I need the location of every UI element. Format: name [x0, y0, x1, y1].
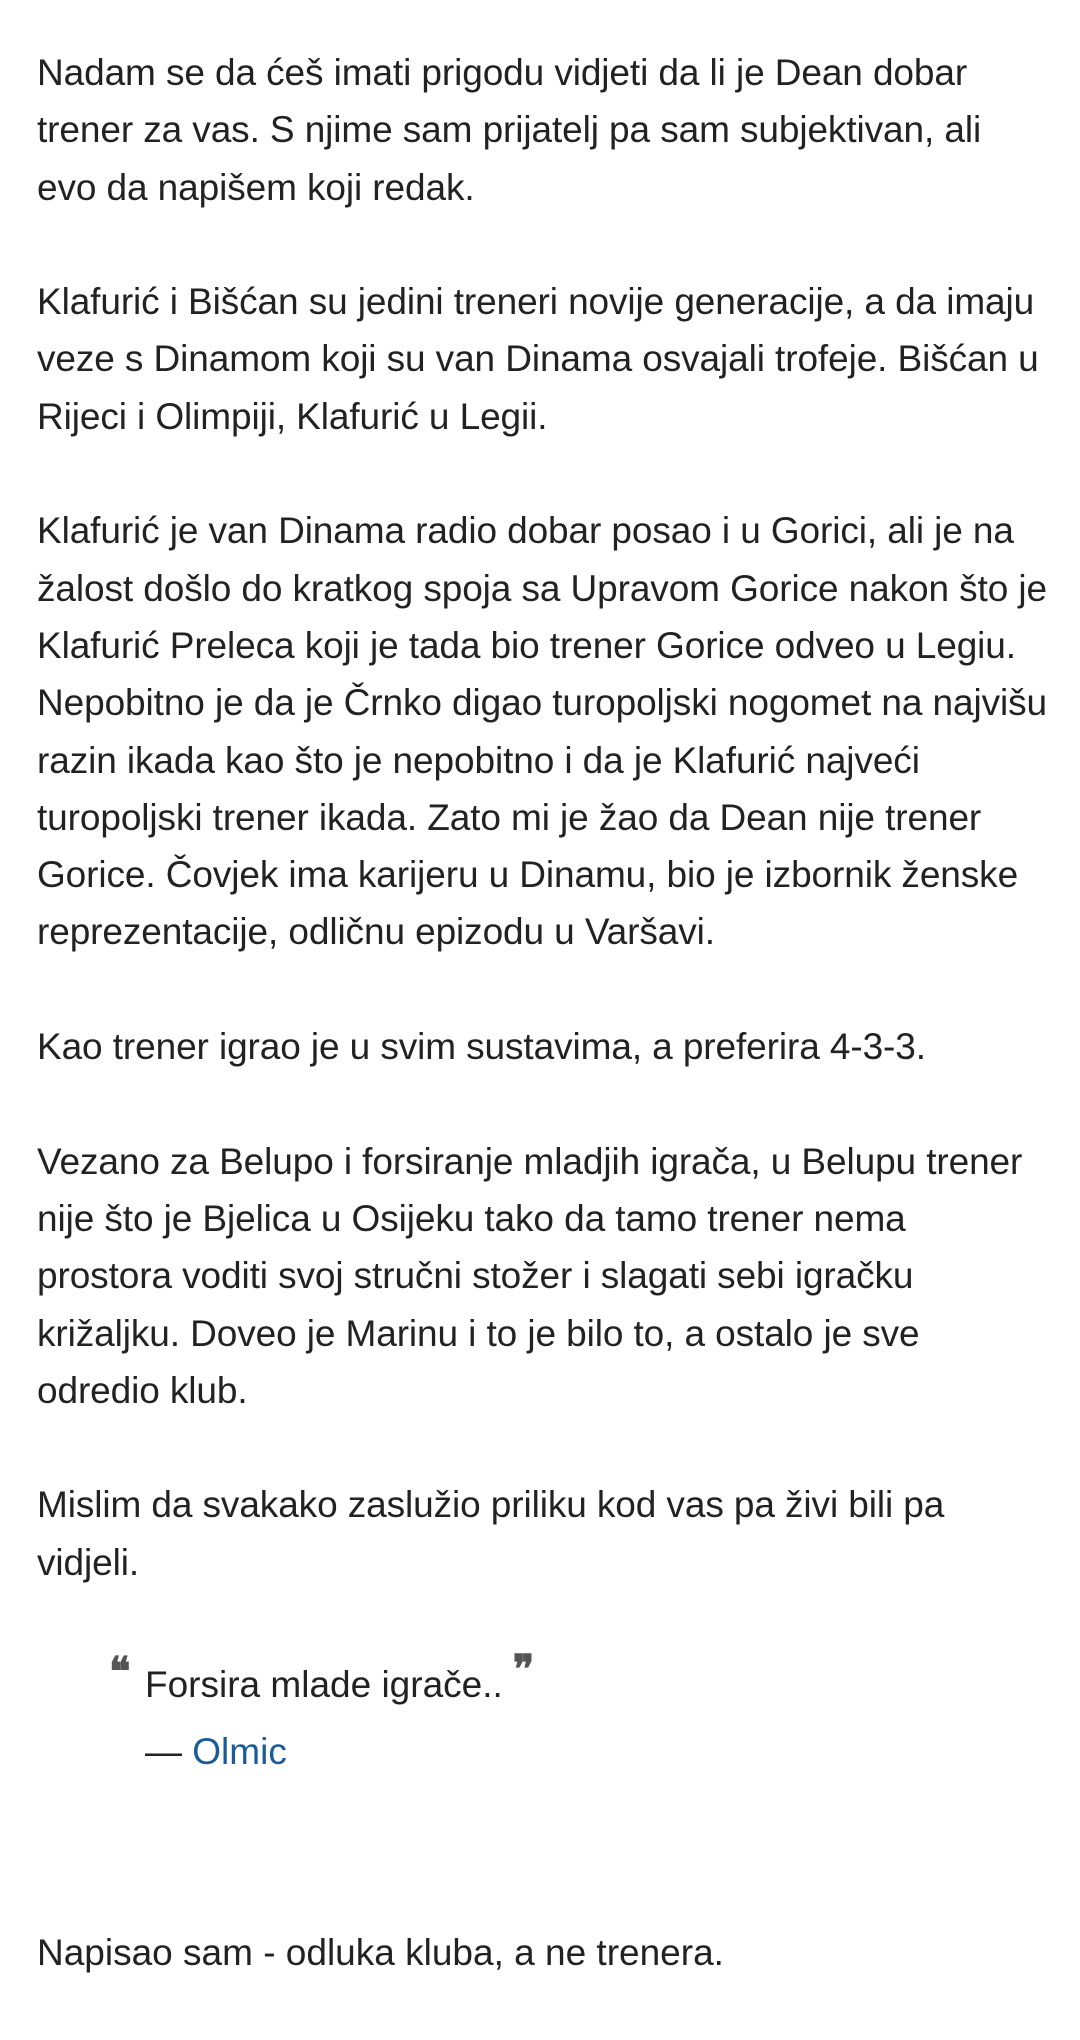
post-paragraph-3: Klafurić je van Dinama radio dobar posao i u Gorici, ali je na žalost došlo do kratkog spoja sa Upravom Gorice nakon što je Klafurić Preleca koji je tada bio trener Gorice odveo u Legiu. Nepobitno je da je Črnko digao turopoljski nogomet na najvišu razin ikada kao što je nepobitno i da je Klafurić najveći turopoljski trener ikada. Zato mi je žao da Dean nije trener Gorice. Čovjek ima karijeru u Dinamu, bio je izbornik ženske reprezentacije, odličnu epizodu u Varšavi. — [37, 510, 1047, 953]
quote-attribution — [145, 1728, 287, 1776]
post-paragraph-final: Napisao sam - odluka kluba, a ne trenera. — [37, 1932, 724, 1973]
post-paragraph-1: Nadam se da ćeš imati prigodu vidjeti da li je Dean dobar trener za vas. S njime sam prijatelj pa sam subjektivan, ali evo da napišem koji redak. — [37, 52, 982, 208]
quote-text: Forsira mlade igrače.. — [145, 1664, 503, 1706]
close-quote-icon: ❞ — [512, 1646, 535, 1694]
post-body — [37, 44, 1047, 1878]
open-quote-icon: ❝ — [109, 1648, 131, 1696]
post-paragraph-6: Mislim da svakako zaslužio priliku kod vas pa živi bili pa vidjeli. — [37, 1484, 945, 1583]
attribution-dash: — — [145, 1731, 193, 1773]
post-paragraph-2: Klafurić i Bišćan su jedini treneri novije generacije, a da imaju veze s Dinamom koji su van Dinama osvajali trofeje. Bišćan u Rijeci i Olimpiji, Klafurić u Legii. — [37, 281, 1039, 437]
quote-line — [145, 1646, 535, 1709]
post-paragraph-4: Kao trener igrao je u svim sustavima, a preferira 4-3-3. — [37, 1026, 926, 1068]
quote-author-link[interactable]: Olmic — [192, 1731, 287, 1773]
post-paragraph-5: Vezano za Belupo i forsiranje mladjih igrača, u Belupu trener nije što je Bjelica u Osijeku tako da tamo trener nema prostora voditi svoj stručni stožer i slagati sebi igračku križaljku. Doveo je Marinu i to je bilo to, a ostalo je sve odredio klub. — [37, 1140, 1023, 1411]
blockquote — [37, 1648, 1047, 1878]
